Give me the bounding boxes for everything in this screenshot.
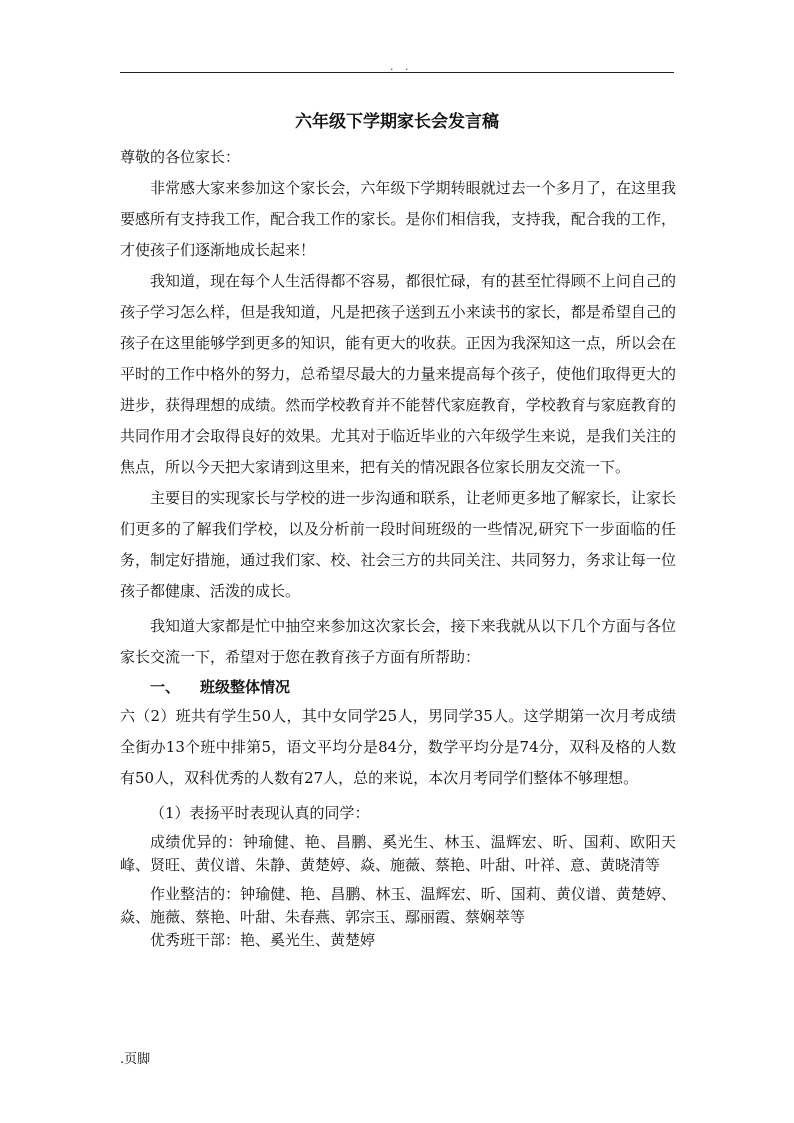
header-marker: . .: [390, 60, 413, 73]
paragraph: 非常感大家来参加这个家长会，六年级下学期转眼就过去一个多月了，在这里我要感所有支持我工作，配合我工作的家长。是你们相信我，支持我，配合我的工作，才使孩子们逐渐地成长起来！: [120, 179, 676, 259]
paragraph: 主要目的实现家长与学校的进一步沟通和联系，让老师更多地了解家长，让家长们更多的了解我们学校，以及分析前一段时间班级的一些情况,研究下一步面临的任务，制定好措施，通过我们家、校、社会三方的共同关注、共同努力，务求让每一位孩子都健康、活泼的成长。: [120, 489, 676, 600]
section-heading: [120, 673, 676, 701]
paragraph: 我知道大家都是忙中抽空来参加这次家长会，接下来我就从以下几个方面与各位家长交流一下，希望对于您在教育孩子方面有所帮助：: [120, 617, 676, 666]
section-number: 一、: [150, 678, 181, 696]
document-body: [120, 142, 676, 952]
section-text: 六（2）班共有学生50人，其中女同学25人，男同学35人。这学期第一次月考成绩全街办13个班中排第5，语文平均分是84分，数学平均分是74分，双科及格的人数有50人，双科优秀的人数有27人，总的来说，本次月考同学们整体不够理想。: [120, 707, 676, 787]
paragraph: 我知道，现在每个人生活得都不容易，都很忙碌，有的甚至忙得顾不上问自己的孩子学习怎么样，但是我知道，凡是把孩子送到五小来读书的家长，都是希望自己的孩子在这里能够学到更多的知识，能有更大的收获。正因为我深知这一点，所以会在平时的工作中格外的努力，总希望尽最大的力量来提高每个孩子，使他们取得更大的进步，获得理想的成绩。然而学校教育并不能替代家庭教育，学校教育与家庭教育的共同作用才会取得良好的效果。尤其对于临近毕业的六年级学生来说，是我们关注的焦点，所以今天把大家请到这里来，把有关的情况跟各位家长朋友交流一下。: [120, 272, 676, 476]
praise-leaders: 优秀班干部：艳、奚光生、黄楚婷: [150, 931, 376, 949]
praise-excellent: 成绩优异的：钟瑜健、艳、昌鹏、奚光生、林玉、温辉宏、昕、国莉、欧阳天峰、贤旺、黄仪谱、朱静、黄楚婷、焱、施薇、蔡艳、叶甜、叶祥、意、黄晓清等: [120, 833, 676, 874]
page-footer: .页脚: [120, 1052, 151, 1067]
praise-heading: （1）表扬平时表现认真的同学：: [150, 804, 370, 822]
praise-homework: 作业整洁的：钟瑜健、艳、昌鹏、林玉、温辉宏、昕、国莉、黄仪谱、黄楚婷、焱、施薇、蔡艳、叶甜、朱春燕、郭宗玉、鄢丽霞、蔡娴萃等: [120, 885, 676, 926]
section-title: 班级整体情况: [200, 678, 291, 696]
page-title: 六年级下学期家长会发言稿: [295, 112, 499, 132]
header-rule: [120, 72, 674, 73]
salutation: 尊敬的各位家长：: [120, 148, 241, 166]
